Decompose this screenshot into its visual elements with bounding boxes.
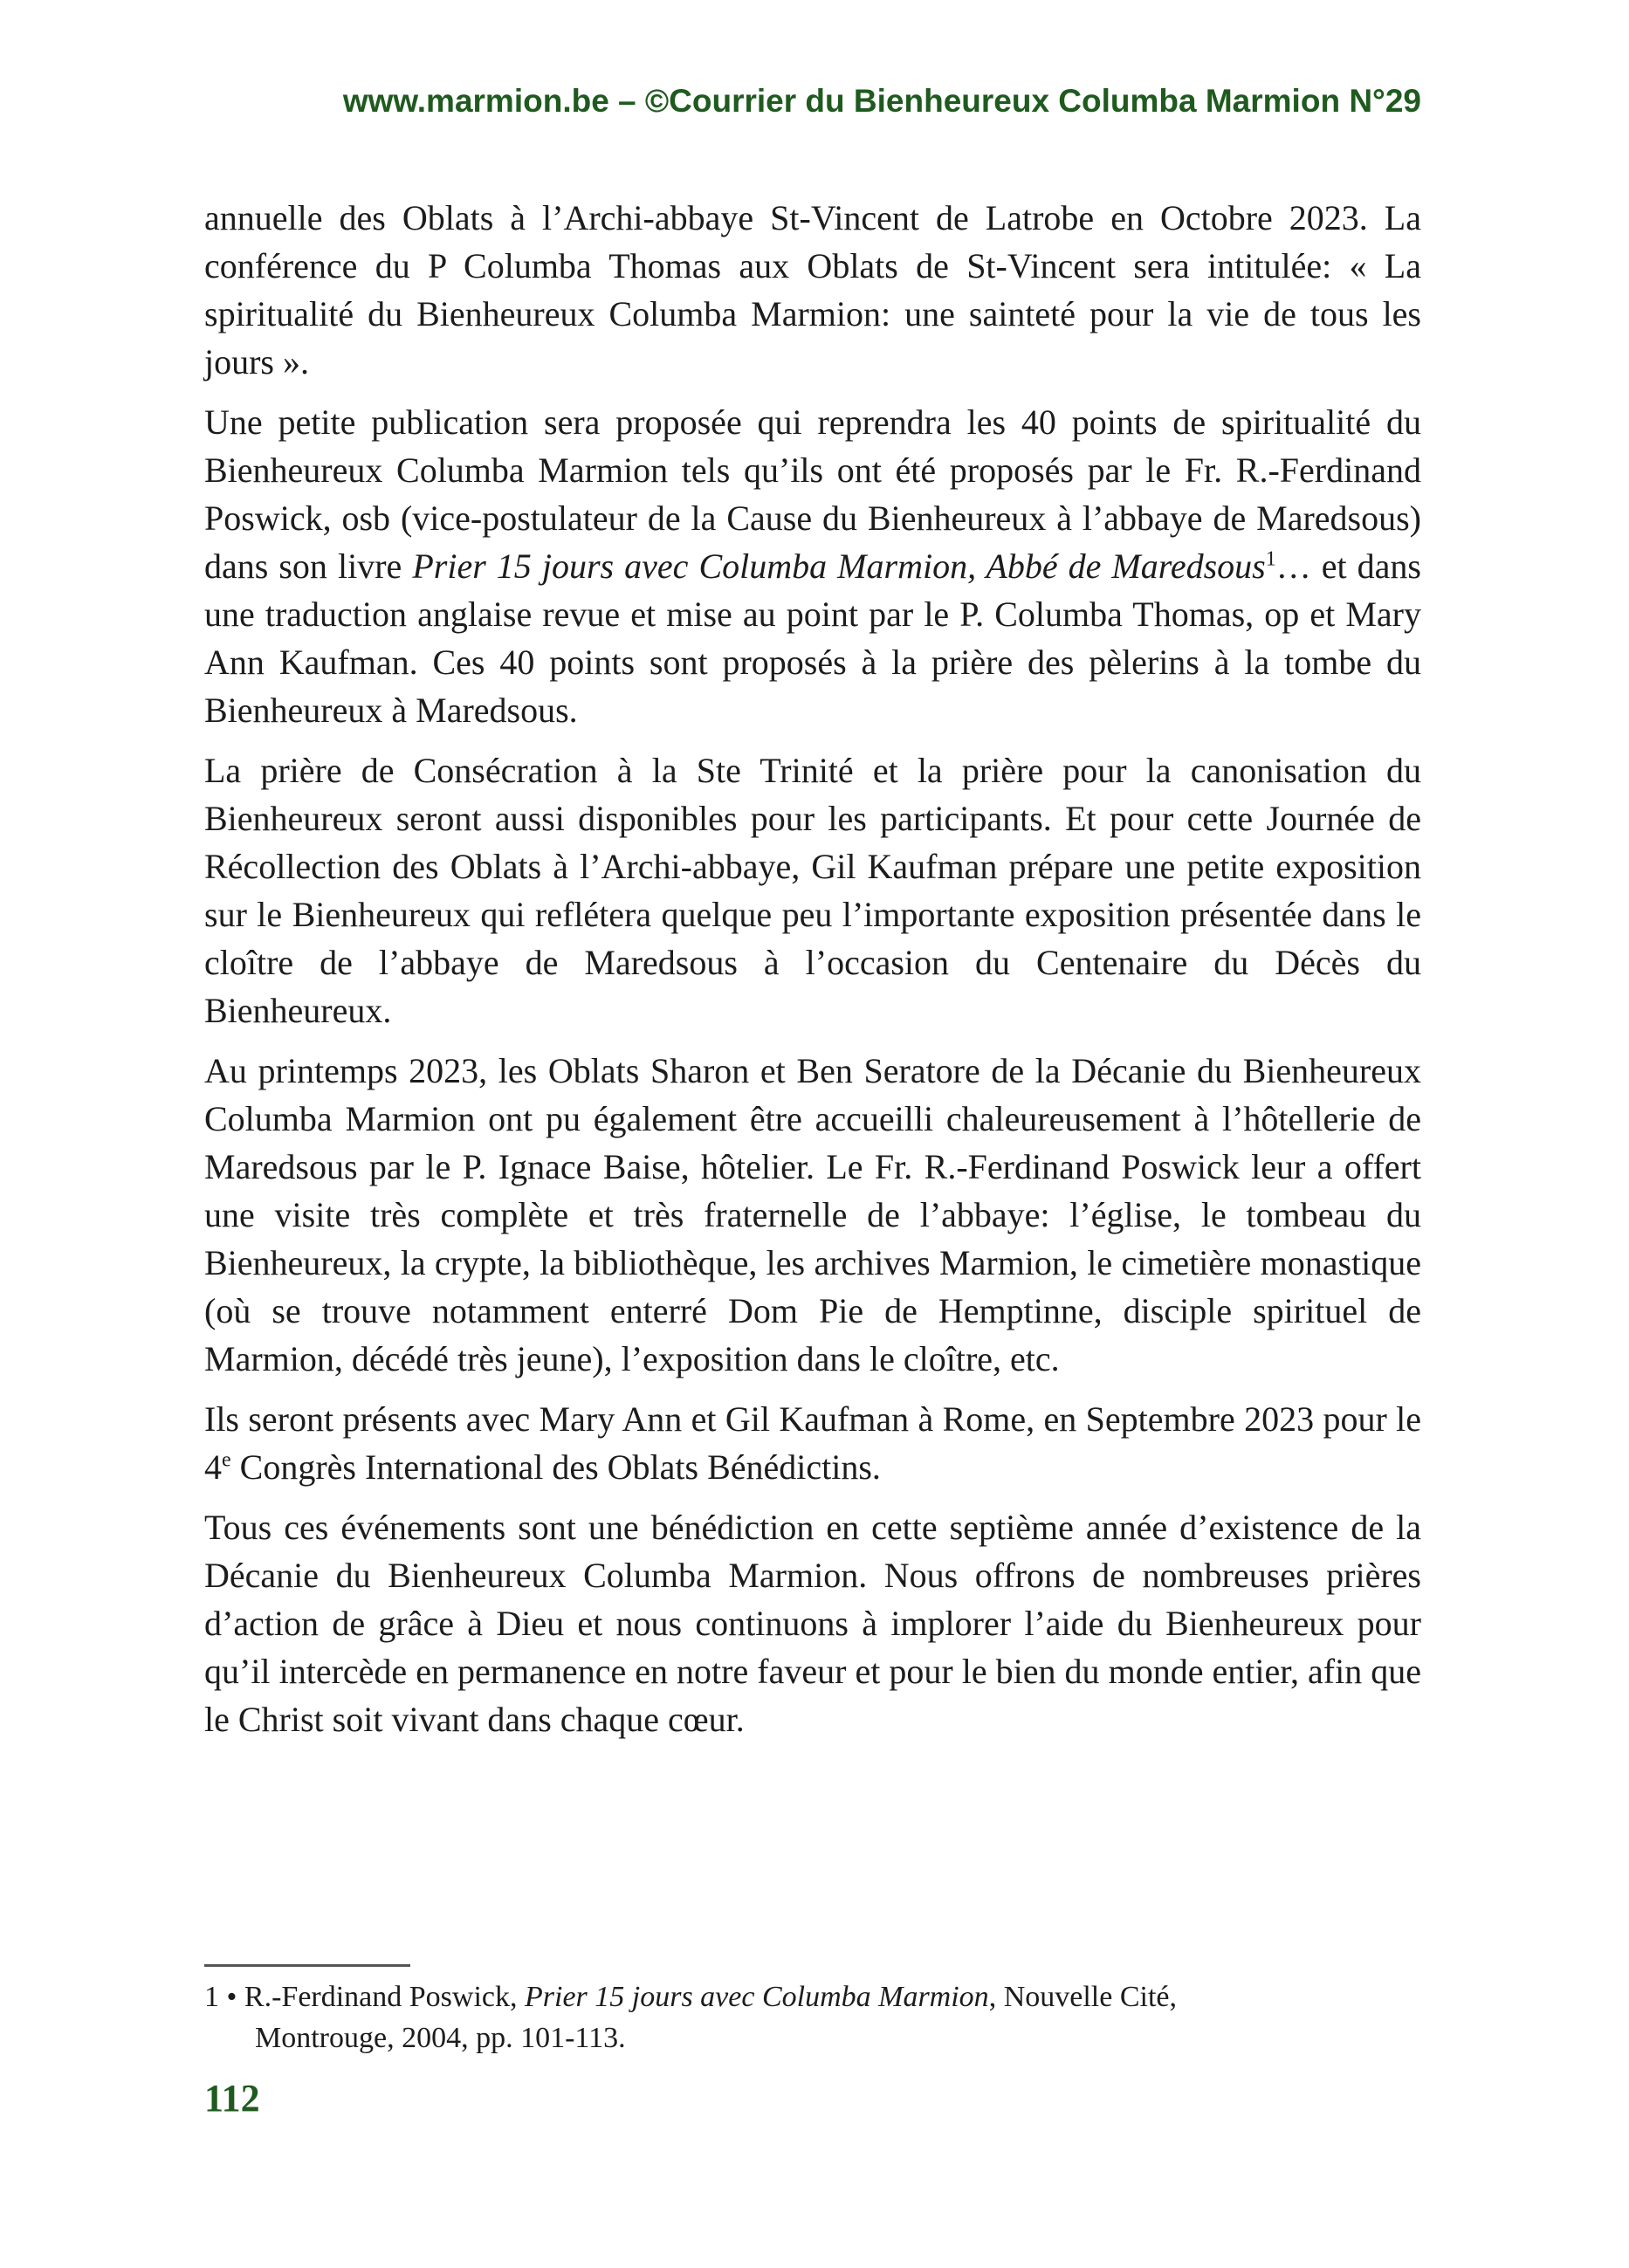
ordinal-superscript: e: [222, 1448, 231, 1472]
footnote-reference[interactable]: 1: [1265, 547, 1276, 571]
footnote-divider: [204, 1964, 410, 1967]
running-header: www.marmion.be – ©Courrier du Bienheureux Columba Marmion N°29: [342, 83, 1421, 119]
paragraph-5-text-end: Congrès International des Oblats Bénédictins.: [230, 1447, 881, 1487]
paragraph-5-text-start: Ils seront présents avec Mary Ann et Gil Kaufman à Rome, en Septembre 2023 pour le 4: [204, 1399, 1421, 1487]
paragraph-2: [204, 398, 1421, 734]
footnote-book-title: Prier 15 jours avec Columba Marmion: [525, 1981, 989, 2013]
paragraph-4: Au printemps 2023, les Oblats Sharon et Ben Seratore de la Décanie du Bienheureux Columba Marmion ont pu également être accueilli chaleureusement à l’hôtellerie de Maredsous par le P. Ignace Baise, hôtelier. Le Fr. R.-Ferdinand Poswick leur a offert une visite très complète et très fraternelle de l’abbaye: l’église, le tombeau du Bienheureux, la crypte, la bibliothèque, les archives Marmion, le cimetière monastique (où se trouve notamment enterré Dom Pie de Hemptinne, disciple spirituel de Marmion, décédé très jeune), l’exposition dans le cloître, etc.: [204, 1051, 1421, 1378]
paragraph-3: La prière de Consécration à la Ste Trinité et la prière pour la canonisation du Bienheureux seront aussi disponibles pour les participants. Et pour cette Journée de Récollection des Oblats à l’Archi-abbaye, Gil Kaufman prépare une petite exposition sur le Bienheureux qui reflétera quelque peu l’importante exposition présentée dans le cloître de l’abbaye de Maredsous à l’occasion du Centenaire du Décès du Bienheureux.: [204, 751, 1421, 1030]
footnote-author: R.-Ferdinand Poswick,: [244, 1981, 518, 2013]
book-title-italic: Prier 15 jours avec Columba Marmion, Abbé de Maredsous: [412, 546, 1266, 586]
paragraph-2-text-end: … et dans une traduction anglaise revue et mise au point par le P. Columba Thomas, op et Mary Ann Kaufman. Ces 40 points sont proposés à la prière des pèlerins à la tombe du Bienheureux à Maredsous.: [204, 546, 1421, 730]
paragraph-5: [204, 1395, 1421, 1491]
page-number: 112: [204, 2077, 260, 2120]
paragraph-6: Tous ces événements sont une bénédiction en cette septième année d’existence de la Décanie du Bienheureux Columba Marmion. Nous offrons de nombreuses prières d’action de grâce à Dieu et nous continuons à implorer l’aide du Bienheureux pour qu’il intercède en permanence en notre faveur et pour le bien du monde entier, afin que le Christ soit vivant dans chaque cœur.: [204, 1508, 1421, 1739]
paragraph-2-text-start: Une petite publication sera proposée qui reprendra les 40 points de spiritualité du Bienheureux Columba Marmion tels qu’ils ont été proposés par le Fr. R.-Ferdinand Poswick, osb (vice-postulateur de la Cause du Bienheureux à l’abbaye de Maredsous) dans son livre: [204, 402, 1421, 586]
paragraph-1: annuelle des Oblats à l’Archi-abbaye St-Vincent de Latrobe en Octobre 2023. La conférence du P Columba Thomas aux Oblats de St-Vincent sera intitulée: « La spiritualité du Bienheureux Columba Marmion: une sainteté pour la vie de tous les jours ».: [204, 198, 1421, 381]
footnote-publisher: , Nouvelle Cité,: [988, 1981, 1177, 2013]
footnote-line-2: Montrouge, 2004, pp. 101-113.: [255, 2022, 626, 2054]
article-body: [204, 194, 1421, 1756]
footnote: [204, 1976, 1421, 2058]
footnote-marker: 1 •: [204, 1981, 237, 2013]
